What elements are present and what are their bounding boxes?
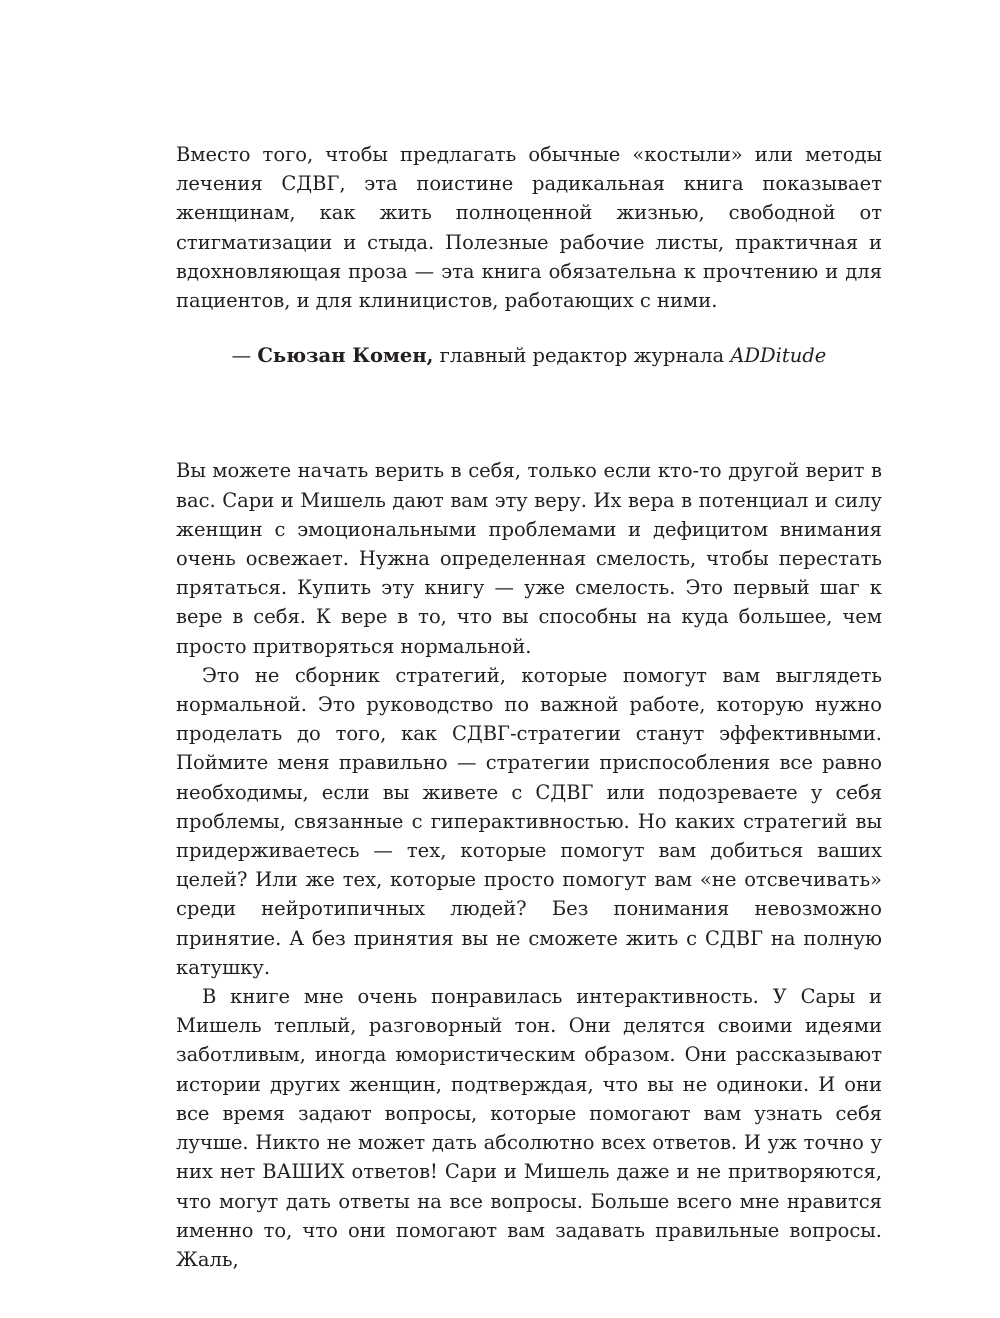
book-page — [176, 140, 882, 1274]
attribution-magazine: ADDitude — [730, 344, 827, 368]
testimonial-second — [176, 456, 882, 1274]
attribution-dash: — — [231, 344, 258, 368]
attribution-author: Сьюзан Комен, — [257, 344, 434, 368]
testimonial-paragraph-3: В книге мне очень понравилась интерактивность. У Сары и Мишель теплый, разговорный тон. Они делятся своими идеями заботливым, иногда юмористическим образом. Они рассказывают истории других женщин, подтверждая, что вы не одиноки. И они все время задают вопросы, которые помогают вам узнать себя лучше. Никто не может дать абсолютно всех ответов. И уж точно у них нет ВАШИХ ответов! Сари и Мишель даже и не притворяются, что могут дать ответы на все вопросы. Больше всего мне нравится именно то, что они помогают вам задавать правильные вопросы. Жаль, — [176, 985, 882, 1271]
attribution-role: главный редактор журнала — [433, 344, 731, 368]
testimonial-paragraph-1: Вы можете начать верить в себя, только если кто-то другой верит в вас. Сари и Мишель дают вам эту веру. Их вера в потенциал и силу женщин с эмоциональными проблемами и дефицитом внимания очень освежает. Нужна определенная смелость, чтобы перестать прятаться. Купить эту книгу — уже смелость. Это первый шаг к вере в себя. К вере в то, что вы способны на куда большее, чем просто притворяться нормальной. — [176, 459, 882, 658]
testimonial-komen — [176, 140, 882, 370]
testimonial-komen-attribution — [176, 341, 882, 370]
testimonial-komen-text: Вместо того, чтобы предлагать обычные «костыли» или методы лечения СДВГ, эта поистине радикальная книга показывает женщинам, как жить полноценной жизнью, свободной от стигматизации и стыда. Полезные рабочие листы, практичная и вдохновляющая проза — эта книга обязательна к прочтению и для пациентов, и для клиницистов, работающих с ними. — [176, 143, 882, 313]
testimonial-paragraph-2: Это не сборник стратегий, которые помогут вам выглядеть нормальной. Это руководство по важной работе, которую нужно проделать до того, как СДВГ-стратегии станут эффективными. Поймите меня правильно — стратегии приспособления все равно необходимы, если вы живете с СДВГ или подозреваете у себя проблемы, связанные с гиперактивностью. Но каких стратегий вы придерживаетесь — тех, которые помогут вам добиться ваших целей? Или же тех, которые просто помогут вам «не отсвечивать» среди нейротипичных людей? Без понимания невозможно принятие. А без принятия вы не сможете жить с СДВГ на полную катушку. — [176, 663, 882, 979]
